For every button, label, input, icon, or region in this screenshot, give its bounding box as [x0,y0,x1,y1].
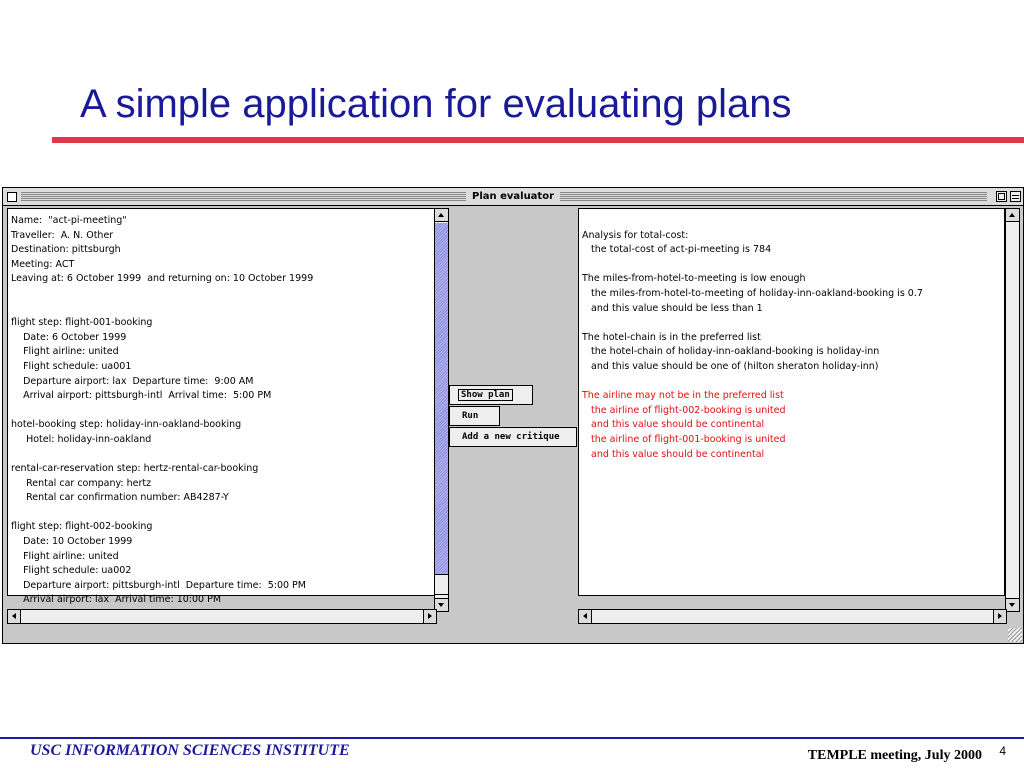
analysis-line [582,258,923,273]
show-plan-label: Show plan [458,389,513,401]
scroll-track[interactable] [435,223,448,575]
plan-line: Destination: pittsburgh [11,244,121,256]
plan-line [11,506,313,521]
scroll-up-arrow-icon[interactable] [435,209,448,222]
plan-line: Date: 6 October 1999 [11,331,127,343]
analysis-line [582,214,923,229]
plan-vertical-scrollbar[interactable] [434,208,449,612]
scroll-thumb[interactable] [435,575,448,595]
analysis-warning-line: The airline may not be in the preferred list [582,390,784,402]
scroll-up-arrow-icon[interactable] [1006,209,1019,222]
plan-line: Leaving at: 6 October 1999 and returning on: 10 October 1999 [11,273,314,285]
zoom-box-icon[interactable] [996,191,1007,202]
plan-line: Hotel: holiday-inn-oakland [11,433,152,445]
analysis-warning-line: the airline of flight-002-booking is united [582,404,786,416]
plan-line: Departure airport: pittsburgh-intl Departure time: 5:00 PM [11,579,306,591]
plan-line: hotel-booking step: holiday-inn-oakland-booking [11,419,242,431]
analysis-warning-line: and this value should be continental [582,448,765,460]
scroll-left-arrow-icon[interactable] [579,610,592,623]
plan-line: Rental car confirmation number: AB4287-Y [11,492,229,504]
analysis-line [582,375,923,390]
analysis-horizontal-scrollbar[interactable] [578,609,1007,624]
page-number: 4 [999,744,1006,758]
plan-line [11,287,313,302]
plan-line: Flight schedule: ua001 [11,360,132,372]
analysis-warning-line: and this value should be continental [582,419,765,431]
window-titlebar[interactable] [3,188,1023,206]
plan-text-pane[interactable] [7,208,437,606]
plan-line: Meeting: ACT [11,258,75,270]
plan-evaluator-window [2,187,1024,644]
analysis-line: and this value should be one of (hilton sheraton holiday-inn) [582,360,879,372]
analysis-warning-line: the airline of flight-001-booking is united [582,433,786,445]
plan-line: flight step: flight-001-booking [11,317,153,329]
analysis-line: The hotel-chain is in the preferred list [582,331,761,343]
run-button[interactable]: Run [449,406,500,426]
plan-horizontal-scrollbar[interactable] [7,609,437,624]
analysis-line: and this value should be less than 1 [582,302,763,314]
plan-line: Name: "act-pi-meeting" [11,215,127,226]
plan-line [11,448,313,463]
slide-title: A simple application for evaluating plans [80,82,792,126]
plan-line [11,404,313,419]
plan-line: Arrival airport: lax Arrival time: 10:00 PM [11,594,222,606]
plan-line: Flight airline: united [11,346,119,358]
show-plan-button[interactable] [449,385,533,405]
add-critique-button[interactable]: Add a new critique [449,427,577,447]
plan-line [11,302,313,317]
plan-line: flight step: flight-002-booking [11,521,153,533]
plan-line: rental-car-reservation step: hertz-rental-car-booking [11,463,259,475]
footer-meeting: TEMPLE meeting, July 2000 [807,748,982,763]
resize-grip-icon[interactable] [1008,628,1022,642]
analysis-vertical-scrollbar[interactable] [1005,208,1020,612]
analysis-line: the total-cost of act-pi-meeting is 784 [582,244,772,256]
scroll-left-arrow-icon[interactable] [8,610,21,623]
analysis-line: Analysis for total-cost: [582,229,689,241]
plan-text [11,214,313,608]
plan-line: Flight schedule: ua002 [11,565,132,577]
analysis-line [582,316,923,331]
plan-line: Traveller: A. N. Other [11,229,114,241]
scroll-right-arrow-icon[interactable] [423,610,436,623]
analysis-text [582,214,923,462]
plan-line: Date: 10 October 1999 [11,536,133,548]
footer-institute: USC INFORMATION SCIENCES INSTITUTE [30,742,350,759]
plan-line: Arrival airport: pittsburgh-intl Arrival time: 5:00 PM [11,390,272,402]
analysis-line: the hotel-chain of holiday-inn-oakland-booking is holiday-inn [582,346,880,358]
title-rule [52,137,1024,143]
plan-line: Rental car company: hertz [11,477,152,489]
window-title: Plan evaluator [466,189,560,204]
scroll-right-arrow-icon[interactable] [993,610,1006,623]
close-box-icon[interactable] [7,192,17,202]
scroll-down-arrow-icon[interactable] [1006,598,1019,611]
plan-line: Flight airline: united [11,550,119,562]
footer-rule [0,737,1024,739]
analysis-line: The miles-from-hotel-to-meeting is low enough [582,273,806,285]
collapse-box-icon[interactable] [1010,191,1021,202]
analysis-line: the miles-from-hotel-to-meeting of holiday-inn-oakland-booking is 0.7 [582,287,923,299]
analysis-text-pane[interactable] [578,208,1005,596]
plan-line: Departure airport: lax Departure time: 9:00 AM [11,375,254,387]
